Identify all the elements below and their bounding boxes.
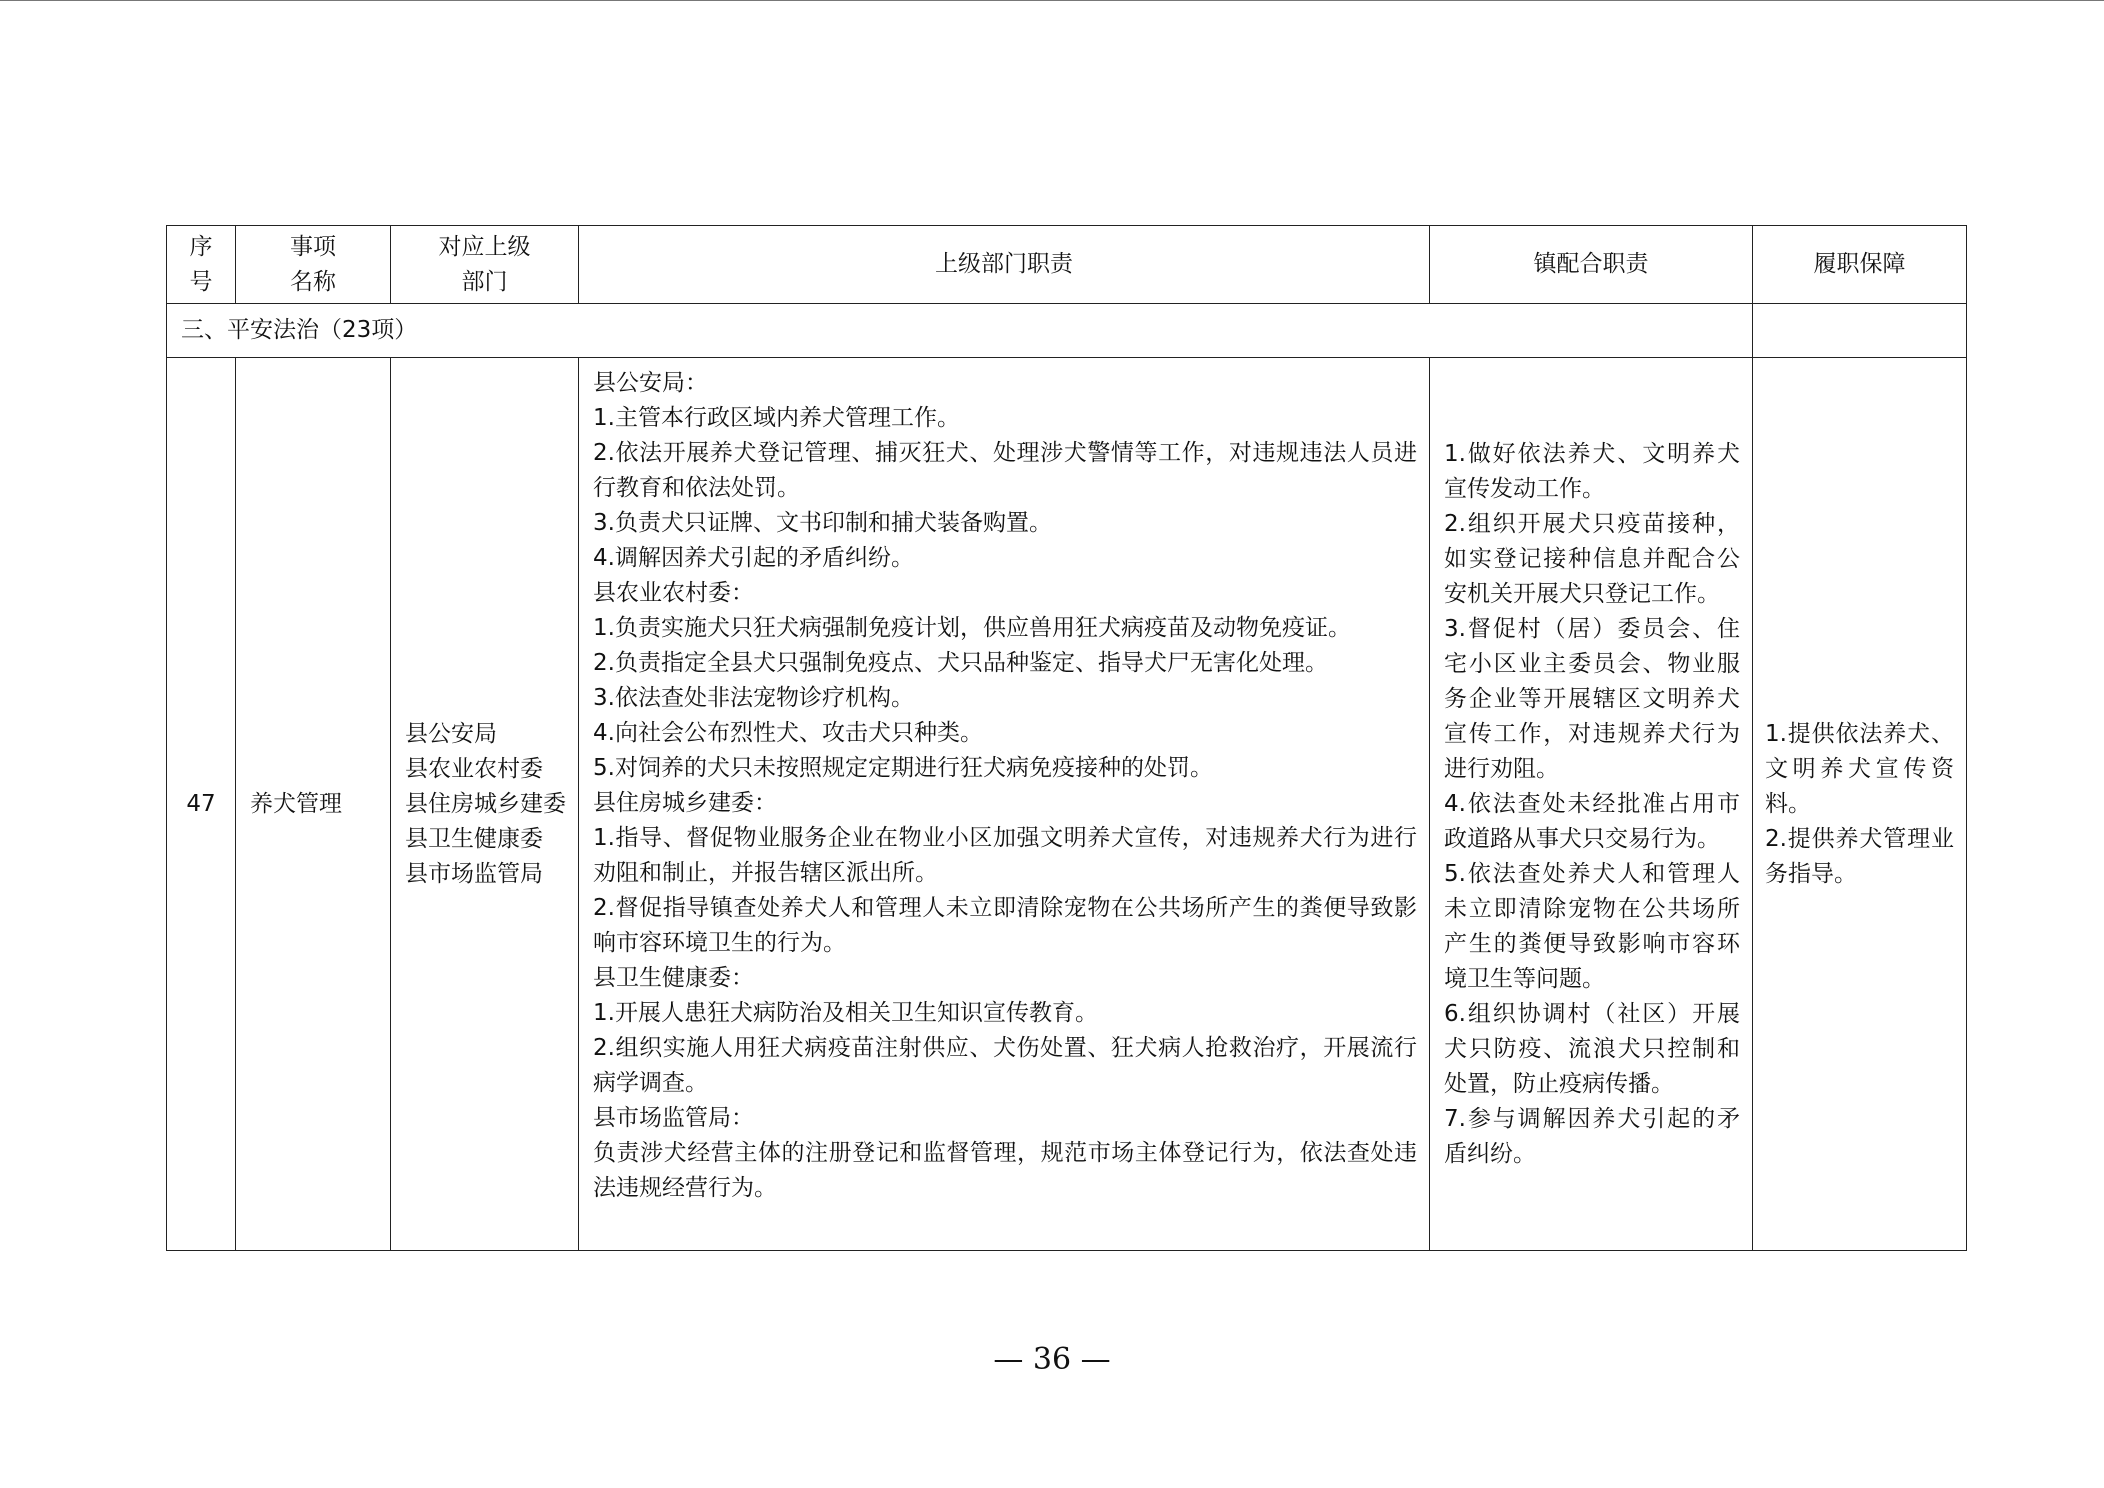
upper-duty-line: 县住房城乡建委： <box>593 790 777 816</box>
row-upper-depts <box>391 358 579 1251</box>
upper-duty-line: 4.调解因养犬引起的矛盾纠纷。 <box>593 545 914 571</box>
page-number: — 36 — <box>993 1342 1111 1377</box>
row-upper-duties <box>579 358 1430 1251</box>
guarantee-line: 2.提供养犬管理业务指导。 <box>1765 825 1954 887</box>
upper-dept: 县公安局 <box>405 720 497 747</box>
upper-dept: 县住房城乡建委 <box>405 790 566 817</box>
town-duty-line: 6.组织协调村（社区）开展犬只防疫、流浪犬只控制和处置，防止疫病传播。 <box>1444 1000 1740 1097</box>
section-row <box>167 304 1967 358</box>
upper-dept: 县市场监管局 <box>405 860 543 887</box>
upper-duty-line: 3.依法查处非法宠物诊疗机构。 <box>593 685 914 711</box>
page-top-rule <box>0 0 2104 1</box>
header-upper-dept-line: 部门 <box>461 268 508 295</box>
header-item-name-line: 名称 <box>290 268 336 295</box>
town-duty-line: 1.做好依法养犬、文明养犬宣传发动工作。 <box>1444 440 1740 502</box>
header-seq-line: 号 <box>189 268 213 295</box>
upper-duty-line: 5.对饲养的犬只未按照规定定期进行狂犬病免疫接种的处罚。 <box>593 755 1213 781</box>
upper-duty-line: 1.指导、督促物业服务企业在物业小区加强文明养犬宣传，对违规养犬行为进行劝阻和制止，并报告辖区派出所。 <box>593 825 1417 886</box>
town-duty-line: 5.依法查处养犬人和管理人未立即清除宠物在公共场所产生的粪便导致影响市容环境卫生等问题。 <box>1444 860 1740 992</box>
upper-duty-line: 2.组织实施人用狂犬病疫苗注射供应、犬伤处置、狂犬病人抢救治疗，开展流行病学调查。 <box>593 1035 1417 1096</box>
header-upper-dept <box>391 226 579 304</box>
header-seq-line: 序 <box>189 233 213 260</box>
section-title: 三、平安法治（23项） <box>167 304 1753 358</box>
upper-duty-line: 2.依法开展养犬登记管理、捕灭狂犬、处理涉犬警情等工作，对违规违法人员进行教育和依法处罚。 <box>593 440 1417 501</box>
header-upper-dept-line: 对应上级 <box>438 233 531 260</box>
upper-dept: 县农业农村委 <box>405 755 543 782</box>
town-duty-line: 4.依法查处未经批准占用市政道路从事犬只交易行为。 <box>1444 790 1740 852</box>
header-seq <box>167 226 236 304</box>
upper-duty-line: 县农业农村委： <box>593 580 754 606</box>
header-upper-duty: 上级部门职责 <box>579 226 1430 304</box>
town-duty-line: 2.组织开展犬只疫苗接种，如实登记接种信息并配合公安机关开展犬只登记工作。 <box>1444 510 1740 607</box>
upper-duty-line: 1.负责实施犬只狂犬病强制免疫计划，供应兽用狂犬病疫苗及动物免疫证。 <box>593 615 1351 641</box>
upper-duty-line: 4.向社会公布烈性犬、攻击犬只种类。 <box>593 720 983 746</box>
guarantee-line: 1.提供依法养犬、文明养犬宣传资料。 <box>1765 720 1954 817</box>
upper-duty-line: 3.负责犬只证牌、文书印制和捕犬装备购置。 <box>593 510 1052 536</box>
row-item-name: 养犬管理 <box>236 358 391 1251</box>
header-town-duty: 镇配合职责 <box>1430 226 1753 304</box>
upper-duty-line: 县市场监管局： <box>593 1105 754 1131</box>
header-item-name <box>236 226 391 304</box>
town-duty-line: 3.督促村（居）委员会、住宅小区业主委员会、物业服务企业等开展辖区文明养犬宣传工作，对违规养犬行为进行劝阻。 <box>1444 615 1740 782</box>
upper-duty-line: 2.负责指定全县犬只强制免疫点、犬只品种鉴定、指导犬尸无害化处理。 <box>593 650 1328 676</box>
row-seq: 47 <box>167 358 236 1251</box>
duty-table <box>166 225 1967 1251</box>
row-town-duties <box>1430 358 1753 1251</box>
upper-duty-line: 2.督促指导镇查处养犬人和管理人未立即清除宠物在公共场所产生的粪便导致影响市容环境卫生的行为。 <box>593 895 1417 956</box>
header-item-name-line: 事项 <box>290 233 336 260</box>
row-guarantees <box>1753 358 1967 1251</box>
table-row <box>167 358 1967 1251</box>
header-row <box>167 226 1967 304</box>
upper-duty-line: 县卫生健康委： <box>593 965 754 991</box>
upper-dept: 县卫生健康委 <box>405 825 543 852</box>
town-duty-line: 7.参与调解因养犬引起的矛盾纠纷。 <box>1444 1105 1740 1167</box>
section-empty-cell <box>1753 304 1967 358</box>
upper-duty-line: 1.开展人患狂犬病防治及相关卫生知识宣传教育。 <box>593 1000 1098 1026</box>
upper-duty-line: 县公安局： <box>593 370 708 396</box>
upper-duty-line: 负责涉犬经营主体的注册登记和监督管理，规范市场主体登记行为，依法查处违法违规经营行为。 <box>593 1140 1417 1201</box>
header-guarantee: 履职保障 <box>1753 226 1967 304</box>
upper-duty-line: 1.主管本行政区域内养犬管理工作。 <box>593 405 960 431</box>
